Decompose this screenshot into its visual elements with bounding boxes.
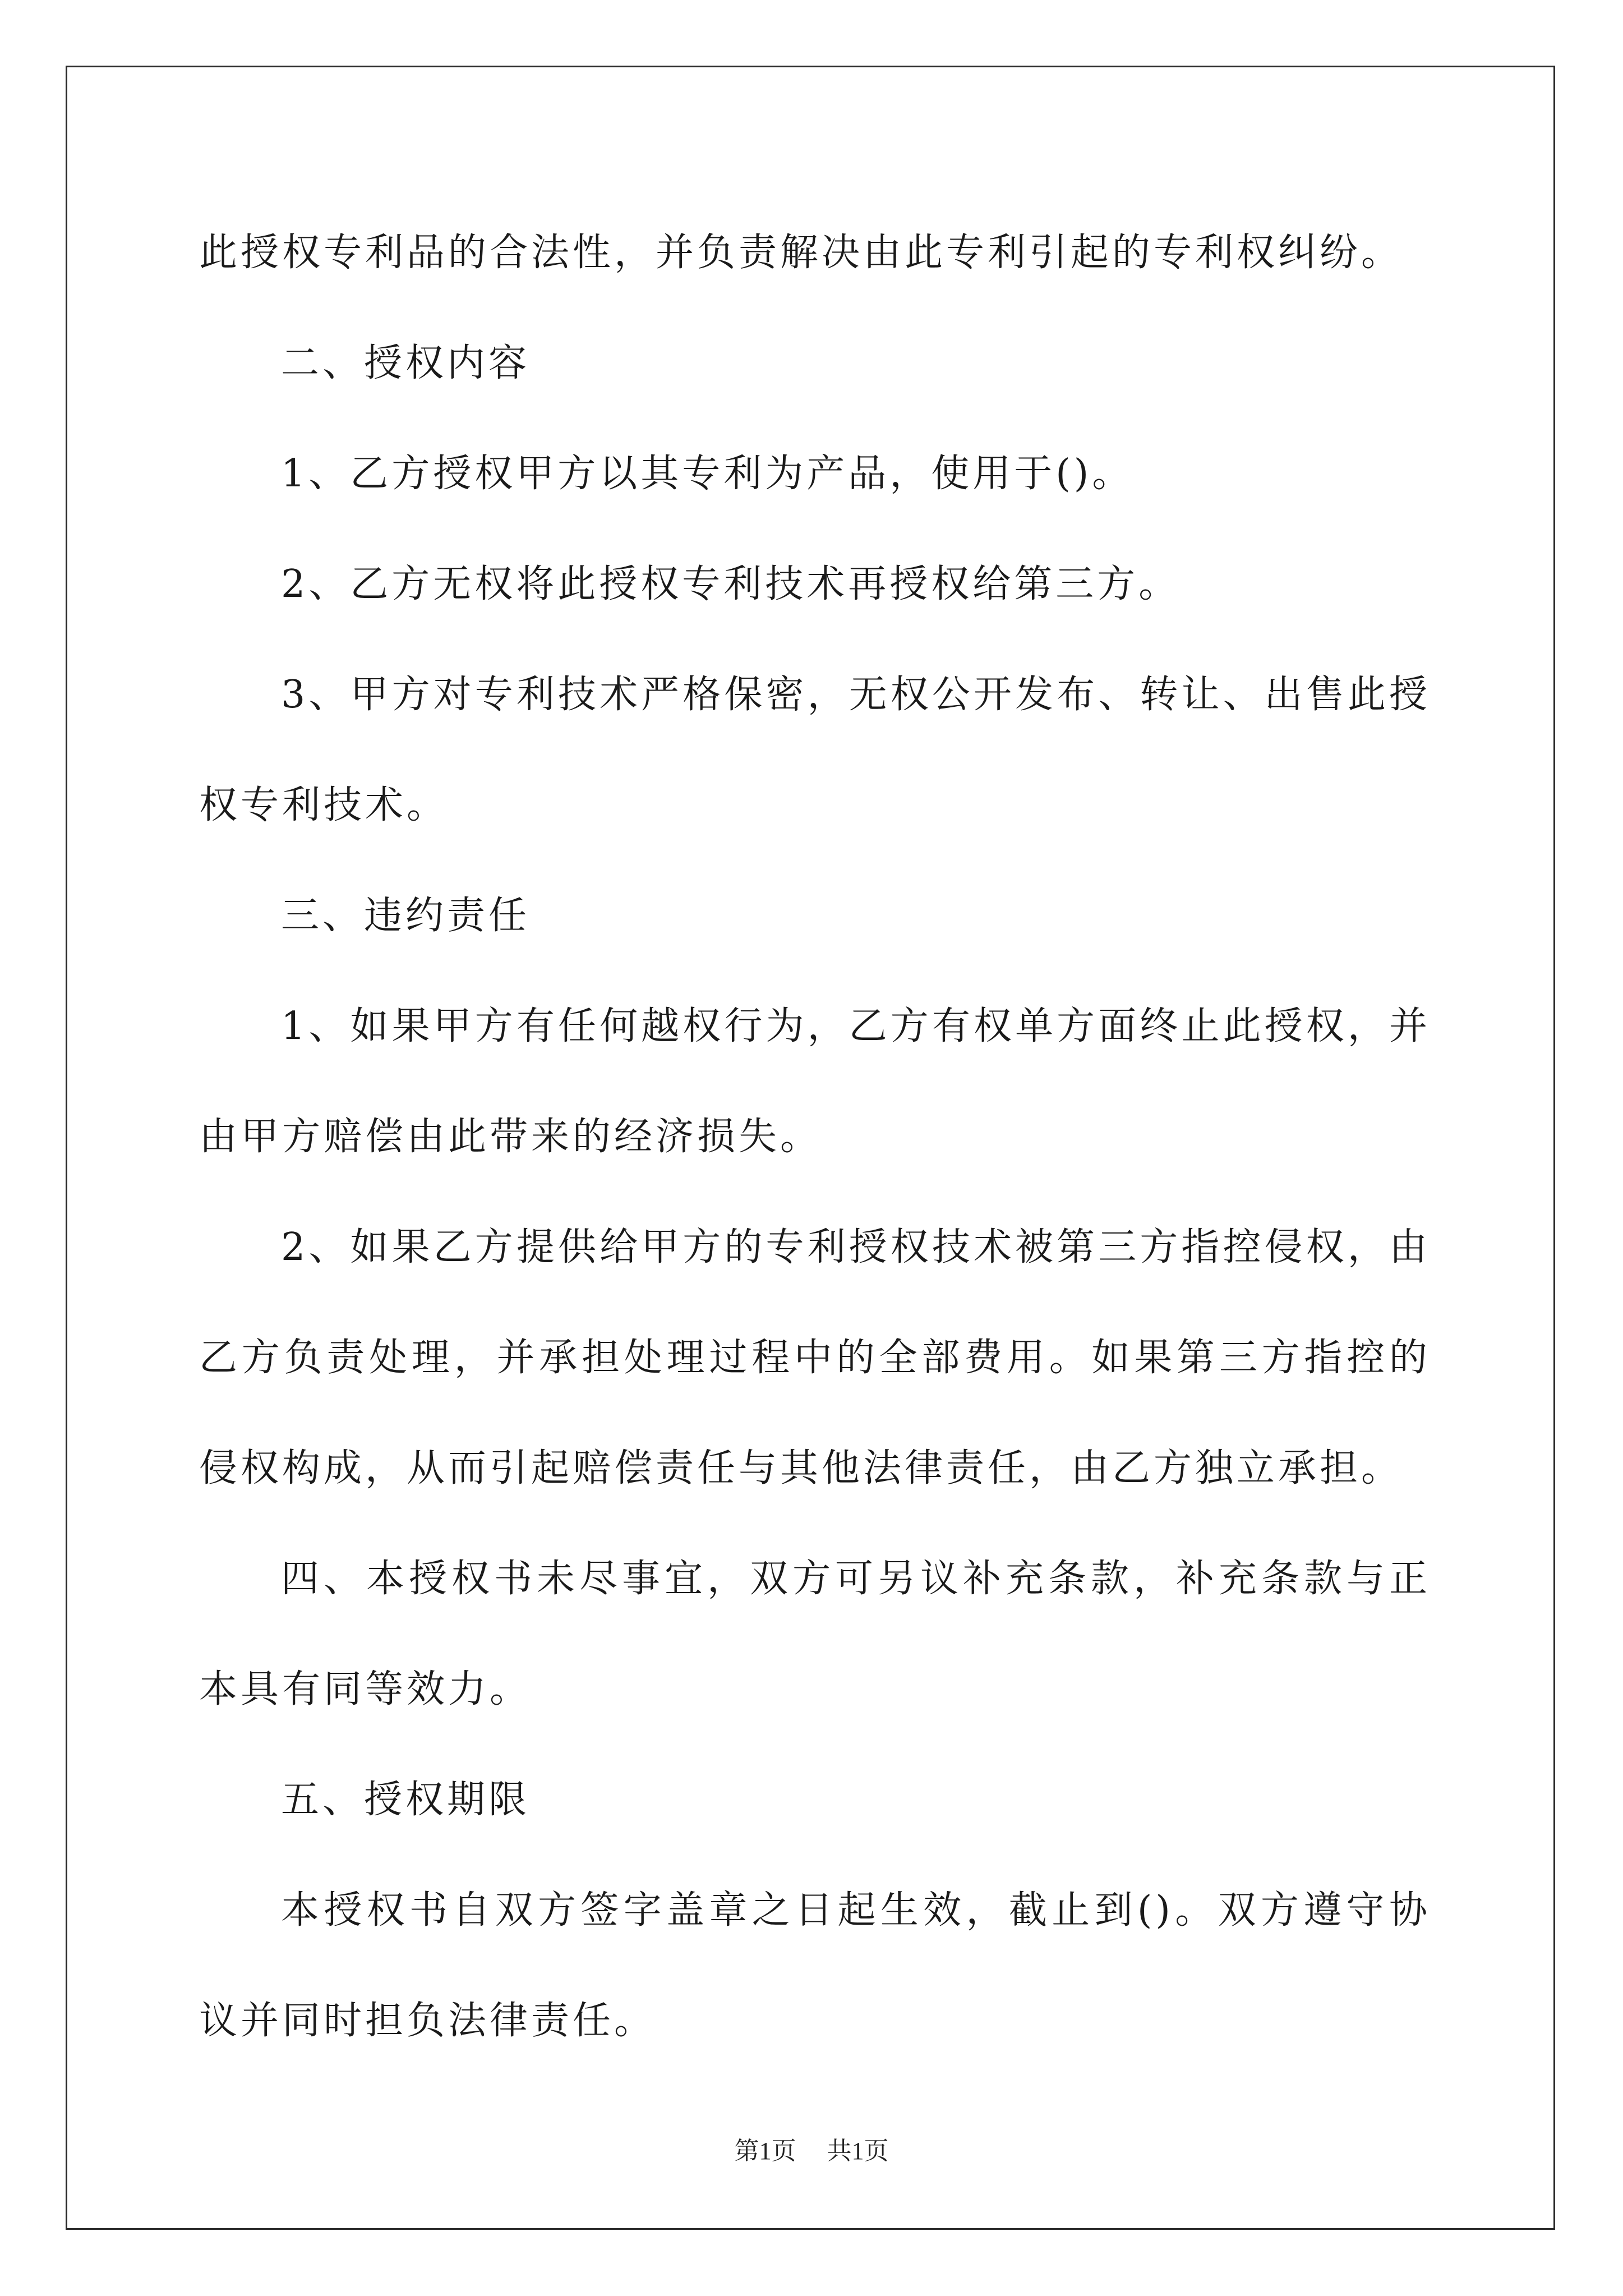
page-total: 共1页	[827, 2137, 889, 2165]
clause-content-2: 2、乙方无权将此授权专利技术再授权给第三方。	[281, 562, 1181, 606]
page-footer	[0, 2131, 1623, 2166]
section-heading-liability: 三、违约责任	[281, 894, 531, 938]
clause-liability-2: 2、如果乙方提供给甲方的专利授权技术被第三方指控侵权，由乙方负责处理，并承担处理过程中的全部费用。如果第三方指控的侵权构成，从而引起赔偿责任与其他法律责任，由乙方独立承担。	[199, 1225, 1431, 1490]
paragraph-intro: 此授权专利品的合法性，并负责解决由此专利引起的专利权纠纷。	[199, 231, 1403, 275]
clause-term: 本授权书自双方签字盖章之日起生效，截止到()。双方遵守协议并同时担负法律责任。	[199, 1888, 1431, 2043]
clause-content-3: 3、甲方对专利技术严格保密，无权公开发布、转让、出售此授权专利技术。	[199, 673, 1431, 827]
clause-liability-1: 1、如果甲方有任何越权行为，乙方有权单方面终止此授权，并由甲方赔偿由此带来的经济损失。	[199, 1004, 1431, 1159]
section-other-matters: 四、本授权书未尽事宜，双方可另议补充条款，补充条款与正本具有同等效力。	[199, 1557, 1431, 1711]
page-number: 第1页	[734, 2137, 796, 2165]
section-heading-term: 五、授权期限	[281, 1778, 531, 1822]
document-body	[199, 197, 1431, 2076]
clause-content-1: 1、乙方授权甲方以其专利为产品，使用于()。	[281, 452, 1134, 496]
section-heading-content: 二、授权内容	[281, 341, 531, 385]
